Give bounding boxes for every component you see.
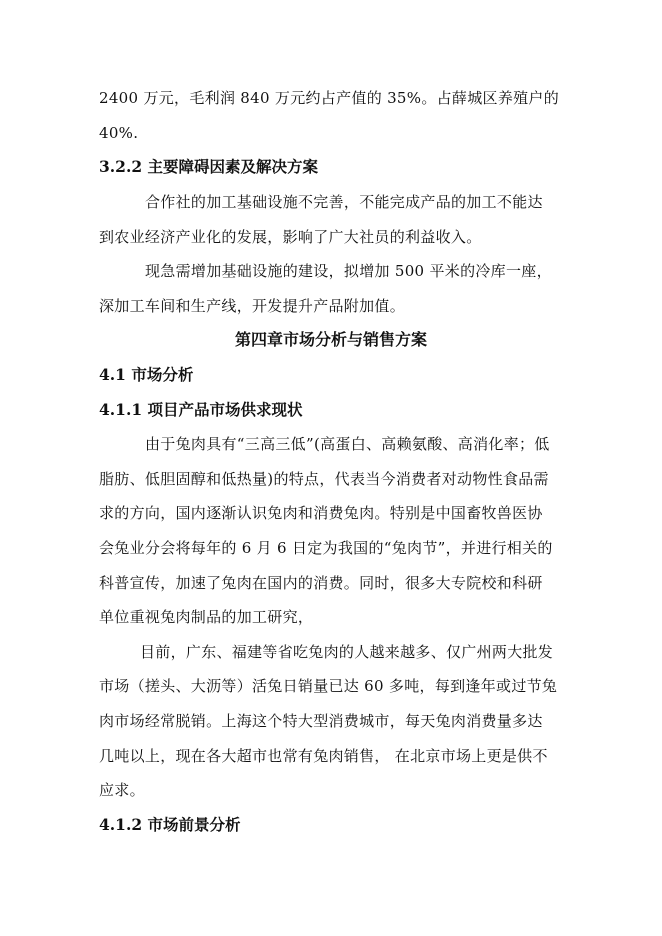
chapter-title: 第四章市场分析与销售方案 — [234, 330, 427, 349]
paragraph-4-line-3: 求的方向，国内逐渐认识兔肉和消费兔肉。特别是中国畜牧兽医协 — [99, 504, 543, 522]
paragraph-4-line-2: 脂肪、低胆固醇和低热量)的特点，代表当今消费者对动物性食品需 — [99, 470, 549, 488]
paragraph-3-line-1: 现急需增加基础设施的建设，拟增加 500 平米的冷库一座， — [145, 262, 552, 280]
paragraph-4-line-4: 会兔业分会将每年的 6 月 6 日定为我国的“兔肉节”，并进行相关的 — [99, 539, 553, 557]
paragraph-4-line-5: 科普宣传，加速了兔肉在国内的消费。同时，很多大专院校和科研 — [99, 574, 543, 592]
paragraph-1-line-1: 2400 万元，毛利润 840 万元约占产值的 35%。占薛城区养殖户的 — [99, 89, 560, 107]
section-heading-3-2-2: 3.2.2 主要障碍因素及解决方案 — [99, 157, 319, 176]
paragraph-5-line-2: 市场（搓头、大沥等）活兔日销量已达 60 多吨，每到逢年或过节兔 — [99, 677, 558, 695]
paragraph-2-line-2: 到农业经济产业化的发展，影响了广大社员的利益收入。 — [99, 228, 482, 246]
section-heading-4-1-2: 4.1.2 市场前景分析 — [99, 815, 241, 834]
paragraph-5-line-5: 应求。 — [99, 781, 145, 799]
paragraph-4-line-6: 单位重视兔肉制品的加工研究， — [99, 608, 314, 626]
paragraph-5-line-4: 几吨以上，现在各大超市也常有兔肉销售， 在北京市场上更是供不 — [99, 747, 548, 765]
paragraph-5-line-3: 肉市场经常脱销。上海这个特大型消费城市，每天兔肉消费量多达 — [99, 712, 543, 730]
section-heading-4-1-1: 4.1.1 项目产品市场供求现状 — [99, 400, 303, 419]
paragraph-5-line-1: 目前，广东、福建等省吃兔肉的人越来越多、仅广州两大批发 — [140, 643, 554, 661]
paragraph-3-line-2: 深加工车间和生产线，开发提升产品附加值。 — [99, 297, 406, 315]
section-heading-4-1: 4.1 市场分析 — [99, 365, 194, 384]
paragraph-1-line-2: 40%. — [99, 124, 139, 142]
paragraph-2-line-1: 合作社的加工基础设施不完善，不能完成产品的加工不能达 — [145, 193, 543, 211]
paragraph-4-line-1: 由于兔肉具有“三高三低”(高蛋白、高赖氨酸、高消化率；低 — [145, 435, 550, 453]
